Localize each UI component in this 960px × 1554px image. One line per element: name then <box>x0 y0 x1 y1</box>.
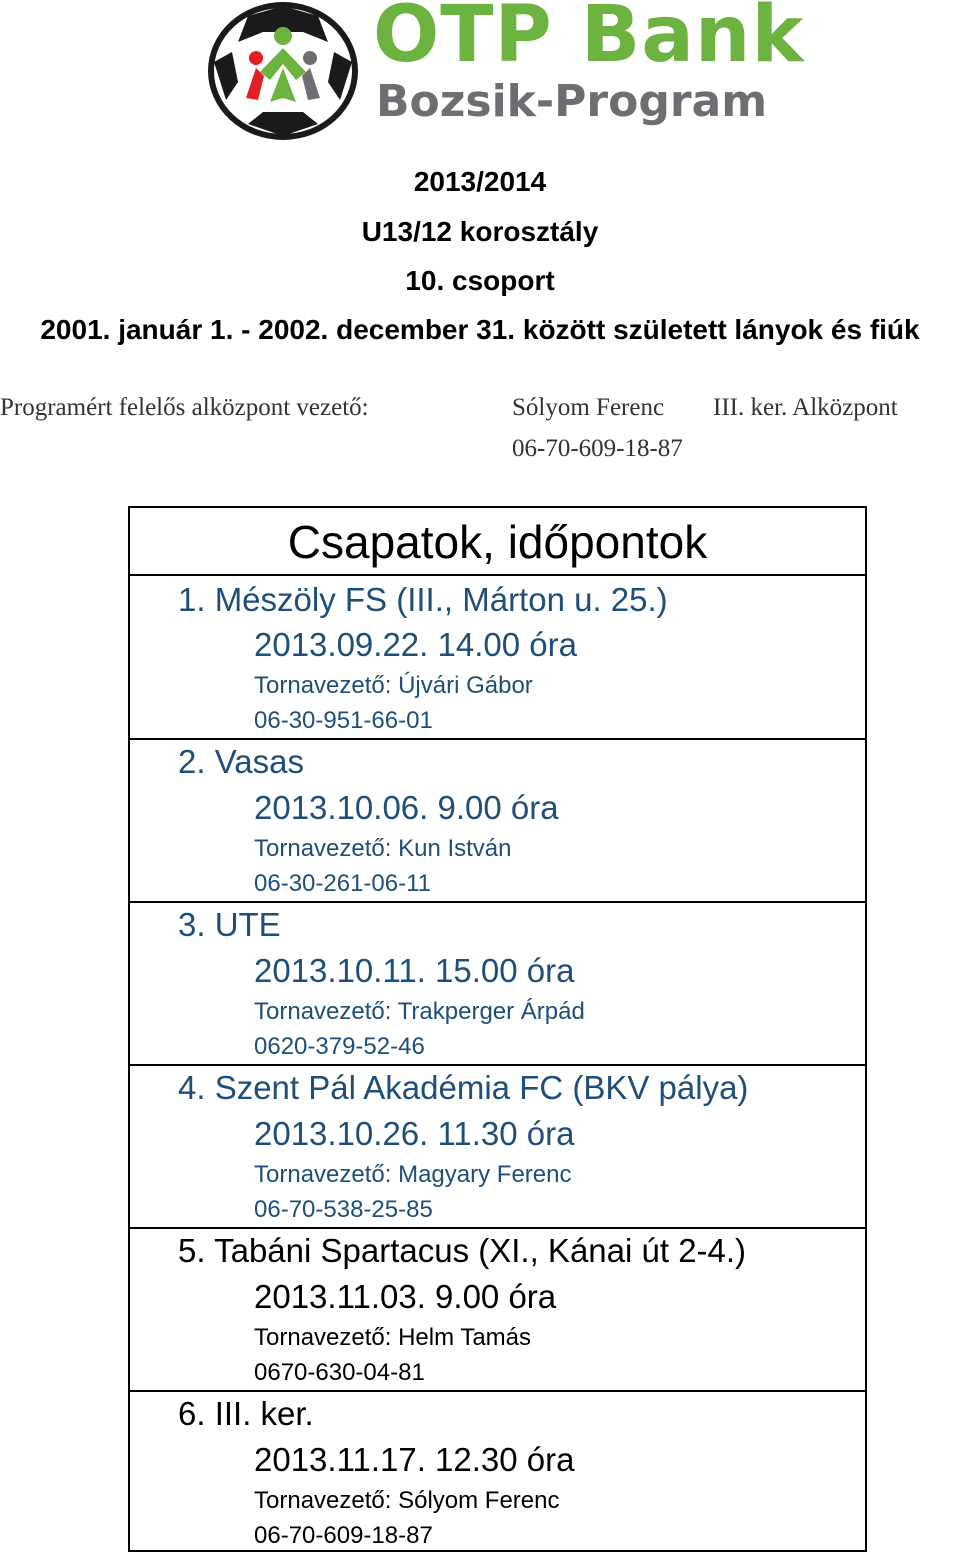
soccer-ball-icon <box>208 2 358 140</box>
tournament-leader: Tornavezető: Helm Tamás <box>254 1324 532 1351</box>
match-date: 2013.11.17. 12.30 óra <box>254 1441 575 1478</box>
tournament-leader: Tornavezető: Sólyom Ferenc <box>254 1487 560 1514</box>
responsible-center: III. ker. Alközpont <box>713 394 898 421</box>
team-name: 2. Vasas <box>178 743 304 780</box>
team-name: 3. UTE <box>178 906 281 943</box>
otp-bank-bozsik-logo <box>208 2 808 140</box>
season: 2013/2014 <box>413 166 547 197</box>
match-date: 2013.10.11. 15.00 óra <box>254 952 575 989</box>
responsible-name: Sólyom Ferenc <box>512 394 665 421</box>
team-name: 6. III. ker. <box>178 1395 314 1432</box>
match-date: 2013.10.26. 11.30 óra <box>254 1115 575 1152</box>
leader-phone: 06-30-951-66-01 <box>254 707 433 734</box>
table-row <box>130 576 865 740</box>
tournament-leader: Tornavezető: Magyary Ferenc <box>254 1161 572 1188</box>
match-date: 2013.09.22. 14.00 óra <box>254 626 577 663</box>
table-row <box>130 1392 865 1552</box>
logo-title: OTP Bank <box>373 0 805 80</box>
birth-range: 2001. január 1. - 2002. december 31. között született lányok és fiúk <box>40 314 920 345</box>
table-row <box>130 740 865 903</box>
match-date: 2013.11.03. 9.00 óra <box>254 1278 557 1315</box>
leader-phone: 0670-630-04-81 <box>254 1359 425 1386</box>
team-name: 1. Mészöly FS (III., Márton u. 25.) <box>178 581 668 618</box>
table-title: Csapatok, időpontok <box>130 508 865 576</box>
tournament-leader: Tornavezető: Trakperger Árpád <box>254 998 585 1025</box>
logo-subtitle: Bozsik-Program <box>376 76 768 127</box>
table-row <box>130 1229 865 1392</box>
responsible-phone: 06-70-609-18-87 <box>512 435 683 462</box>
table-row <box>130 1066 865 1229</box>
tournament-leader: Tornavezető: Kun István <box>254 835 512 862</box>
teams-schedule-table <box>128 506 867 1552</box>
team-name: 4. Szent Pál Akadémia FC (BKV pálya) <box>178 1069 749 1106</box>
responsible-label: Programért felelős alközpont vezető: <box>0 394 369 421</box>
leader-phone: 0620-379-52-46 <box>254 1033 425 1060</box>
leader-phone: 06-30-261-06-11 <box>254 870 432 897</box>
tournament-leader: Tornavezető: Újvári Gábor <box>254 672 533 699</box>
leader-phone: 06-70-609-18-87 <box>254 1522 433 1549</box>
age-group: U13/12 korosztály <box>361 216 599 247</box>
leader-phone: 06-70-538-25-85 <box>254 1196 433 1223</box>
team-name: 5. Tabáni Spartacus (XI., Kánai út 2-4.) <box>178 1232 747 1269</box>
table-row <box>130 903 865 1066</box>
group: 10. csoport <box>405 265 555 296</box>
match-date: 2013.10.06. 9.00 óra <box>254 789 559 826</box>
